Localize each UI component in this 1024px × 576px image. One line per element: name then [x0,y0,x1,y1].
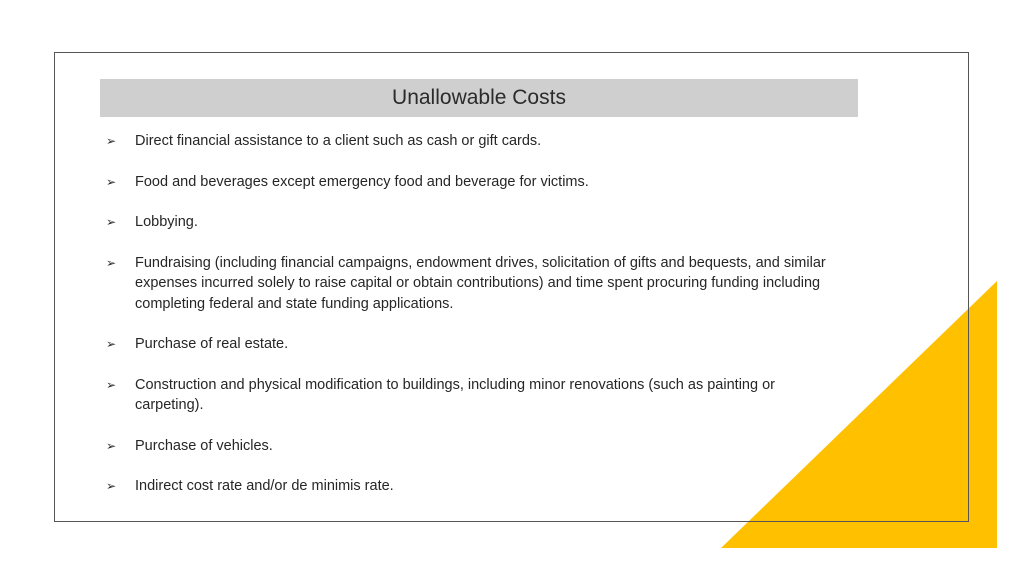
arrowhead-bullet-icon: ➢ [106,215,117,229]
slide-title: Unallowable Costs [392,86,566,109]
arrowhead-bullet-icon: ➢ [106,337,117,351]
list-item [106,476,846,497]
list-item-text: Construction and physical modification to buildings, including minor renovations (such as painting or carpeting). [135,376,775,413]
list-item-text: Direct financial assistance to a client such as cash or gift cards. [135,133,542,149]
list-item-text: Lobbying. [135,214,198,230]
list-item [106,436,846,457]
list-item-text: Fundraising (including financial campaigns, endowment drives, solicitation of gifts and bequests, and similar expenses incurred solely to raise capital or obtain contributions) and time spent procuring funding including completing federal and state funding applications. [135,254,826,312]
list-item-text: Purchase of real estate. [135,336,289,352]
title-bar [100,79,858,117]
arrowhead-bullet-icon: ➢ [106,377,117,392]
arrowhead-bullet-icon: ➢ [106,479,117,493]
list-item [106,131,846,152]
list-item-text: Indirect cost rate and/or de minimis rate. [135,478,394,494]
arrowhead-bullet-icon: ➢ [106,438,117,453]
arrowhead-bullet-icon: ➢ [106,174,117,189]
arrowhead-bullet-icon: ➢ [106,134,117,148]
list-item-text: Food and beverages except emergency food and beverage for victims. [135,173,589,190]
list-item [106,253,846,315]
list-item [106,172,846,193]
bullet-list [106,131,846,517]
list-item [106,212,846,233]
list-item-text: Purchase of vehicles. [135,437,273,454]
arrowhead-bullet-icon: ➢ [106,255,117,270]
list-item [106,375,846,416]
list-item [106,334,846,355]
